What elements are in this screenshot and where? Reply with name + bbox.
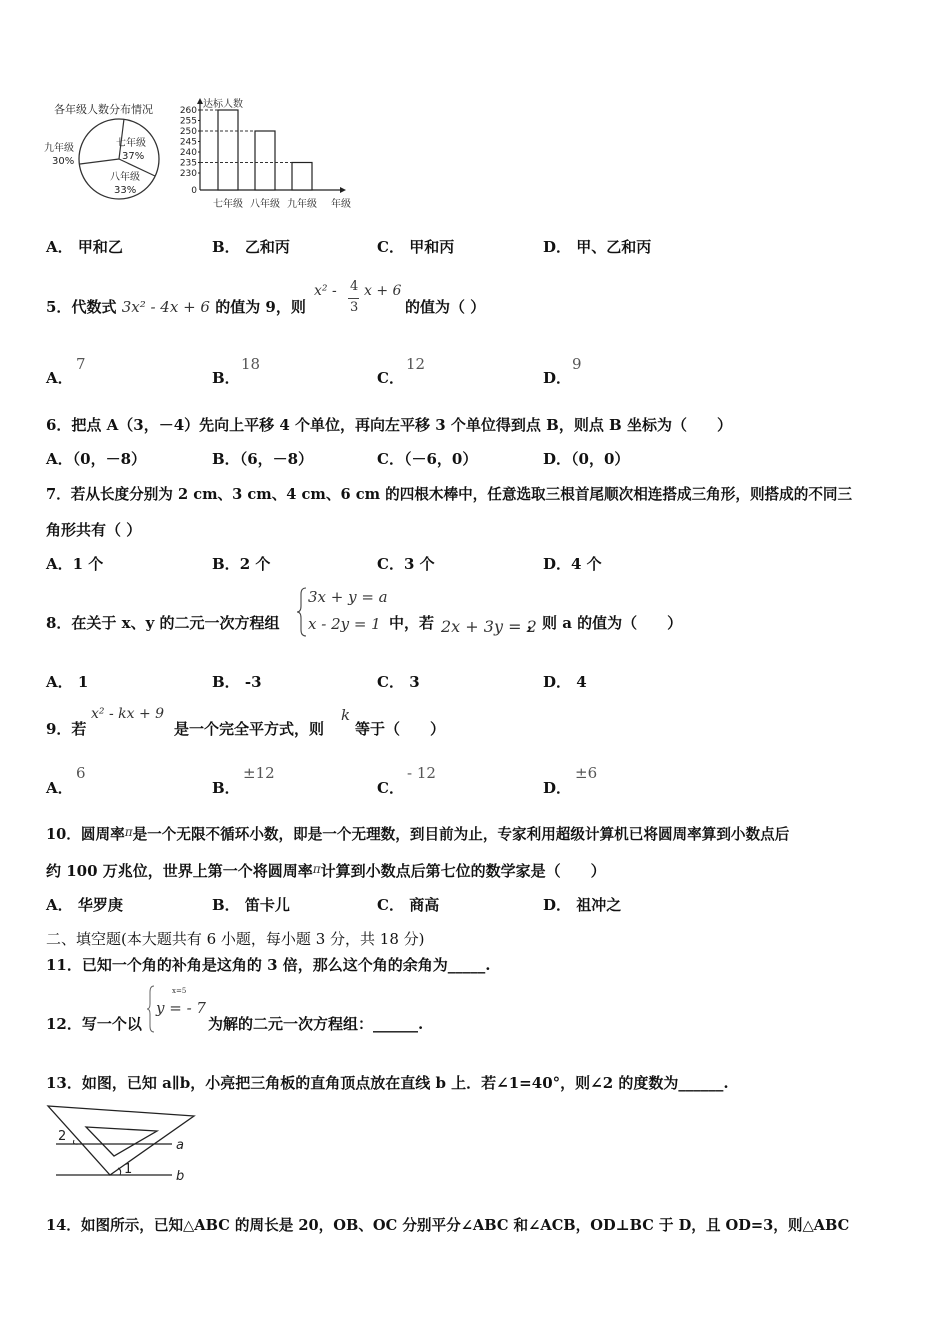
q9-option-b-value: ±12 bbox=[243, 764, 275, 782]
q4-figure bbox=[40, 96, 360, 214]
option-letter: B． bbox=[212, 238, 240, 256]
q13-figure-svg bbox=[44, 1100, 204, 1188]
option-text: 2 个 bbox=[239, 555, 271, 573]
q6-option-c[interactable] bbox=[377, 448, 477, 469]
pie-label-grade8: 八年级 bbox=[110, 172, 140, 183]
option-text: 笛卡儿 bbox=[244, 896, 290, 914]
option-letter: B． bbox=[212, 555, 240, 573]
option-letter: A． bbox=[46, 555, 73, 573]
pie-percent-grade7: 37% bbox=[122, 151, 145, 162]
q10-stem-line1 bbox=[46, 823, 789, 844]
q4-option-b[interactable] bbox=[212, 236, 290, 257]
q9-option-c-value: - 12 bbox=[407, 764, 436, 782]
q9-stem-mid: 是一个完全平方式，则 bbox=[174, 720, 325, 738]
option-letter: B． bbox=[212, 779, 240, 797]
bar-category-label: 九年级 bbox=[287, 199, 317, 210]
option-letter: B． bbox=[212, 450, 240, 468]
bar-category-label: 八年级 bbox=[250, 199, 280, 210]
option-letter: B． bbox=[212, 673, 240, 691]
q14-stem: 14．如图所示，已知△ABC 的周长是 20，OB、OC 分别平分∠ABC 和∠ACB，OD⊥BC 于 D，且 OD=3，则△ABC bbox=[46, 1217, 850, 1234]
option-letter: B． bbox=[212, 369, 240, 387]
q5-option-c[interactable] bbox=[377, 367, 404, 388]
q7-option-b[interactable] bbox=[212, 553, 270, 574]
option-letter: C． bbox=[377, 238, 404, 256]
option-text: （0，－8） bbox=[72, 450, 147, 468]
option-letter: C． bbox=[377, 896, 404, 914]
q9-option-d[interactable] bbox=[543, 777, 571, 798]
option-text: 甲、乙和丙 bbox=[576, 238, 652, 256]
option-text: （6，－8） bbox=[239, 450, 314, 468]
option-letter: A． bbox=[46, 896, 73, 914]
q10-text-b: 是一个无限不循环小数，即是一个无理数，到目前为止，专家利用超级计算机已将圆周率算到小数点后 bbox=[132, 826, 790, 843]
q7-stem-line2: 角形共有（ ） bbox=[46, 521, 142, 539]
option-letter: B． bbox=[212, 896, 240, 914]
bar-bars bbox=[200, 110, 312, 190]
q6-stem: 6．把点 A（3，－4）先向上平移 4 个单位，再向左平移 3 个单位得到点 B，则点 B 坐标为（ ） bbox=[46, 416, 732, 434]
bar-y-tick-label: 235 bbox=[179, 158, 197, 169]
q5-option-d[interactable] bbox=[543, 367, 571, 388]
pie-label-grade9: 九年级 bbox=[44, 143, 74, 154]
option-text: 祖冲之 bbox=[576, 896, 622, 914]
option-text: -3 bbox=[244, 673, 262, 691]
q8-equation-2: x - 2y = 1 bbox=[308, 615, 381, 633]
option-letter: D． bbox=[543, 369, 572, 387]
section-2-heading: 二、填空题(本大题共有 6 小题，每小题 3 分，共 18 分) bbox=[46, 930, 425, 948]
q6-option-a[interactable] bbox=[46, 448, 146, 469]
option-text: 乙和丙 bbox=[244, 238, 290, 256]
q5-number: 5． bbox=[46, 298, 72, 316]
q4-option-d[interactable] bbox=[543, 236, 651, 257]
option-letter: C． bbox=[377, 779, 404, 797]
q5-stem-end bbox=[405, 296, 485, 317]
q11-stem: 11．已知一个角的补角是这角的 3 倍，那么这个角的余角为_____. bbox=[46, 956, 491, 974]
pi-symbol: π bbox=[312, 862, 321, 876]
q13-stem: 13．如图，已知 a∥b，小亮把三角板的直角顶点放在直线 b 上．若∠1=40°，则∠2 的度数为______. bbox=[46, 1074, 729, 1092]
pie-label-grade7: 七年级 bbox=[116, 138, 146, 149]
bar-chart bbox=[180, 97, 351, 210]
option-letter: C． bbox=[377, 673, 404, 691]
option-text: 甲和乙 bbox=[77, 238, 123, 256]
option-letter: A． bbox=[46, 673, 73, 691]
option-text: 华罗庚 bbox=[77, 896, 123, 914]
q9-option-a[interactable] bbox=[46, 777, 73, 798]
q5-stem bbox=[46, 296, 306, 317]
q5-text-pre: 代数式 bbox=[71, 298, 117, 316]
option-letter: A． bbox=[46, 238, 73, 256]
q4-figure-svg bbox=[40, 96, 360, 214]
q5-option-b[interactable] bbox=[212, 367, 240, 388]
option-letter: A． bbox=[46, 779, 73, 797]
option-letter: A． bbox=[46, 450, 73, 468]
pie-percent-grade8: 33% bbox=[114, 185, 137, 196]
q7-option-a[interactable] bbox=[46, 553, 103, 574]
bar-y-tick-label: 250 bbox=[179, 127, 197, 137]
q5-option-d-value: 9 bbox=[572, 355, 582, 373]
q8-condition: 2x + 3y = 2 bbox=[441, 617, 537, 636]
q8-option-b[interactable] bbox=[212, 671, 262, 692]
line-a-label: a bbox=[176, 1138, 184, 1153]
q13-figure bbox=[44, 1100, 204, 1188]
q5-text-mid: 的值为 9，则 bbox=[215, 298, 306, 316]
q8-option-c[interactable] bbox=[377, 671, 420, 692]
pie-title: 各年级人数分布情况 bbox=[54, 103, 153, 116]
q10-stem-line2 bbox=[46, 860, 606, 881]
q9-option-c[interactable] bbox=[377, 777, 404, 798]
q12-solution-system bbox=[146, 984, 210, 1034]
q9-option-d-value: ±6 bbox=[575, 764, 598, 782]
q12-brace bbox=[146, 984, 156, 1034]
q8-stem-mid: 中，若 bbox=[389, 614, 435, 632]
q8-equation-system bbox=[296, 586, 388, 638]
bar-y-tick-label: 255 bbox=[179, 116, 197, 127]
q5-expr2-part-a: x² - bbox=[314, 283, 337, 299]
q10-text-d: 计算到小数点后第七位的数学家是（ ） bbox=[320, 862, 606, 880]
option-text: （0，0） bbox=[571, 450, 630, 468]
q10-text-a: 10．圆周率 bbox=[46, 826, 125, 843]
q5-option-a-value: 7 bbox=[76, 355, 86, 373]
q5-text-post: 的值为（ ） bbox=[405, 298, 486, 316]
pie-divider-3 bbox=[80, 159, 119, 164]
q9-expression: x² - kx + 9 bbox=[91, 706, 165, 722]
angle-1-label: 1 bbox=[124, 1162, 133, 1177]
option-text: 商高 bbox=[409, 896, 440, 914]
q8-option-a[interactable] bbox=[46, 671, 88, 692]
option-letter: C． bbox=[377, 450, 404, 468]
q12-stem-post: 为解的二元一次方程组：______. bbox=[208, 1015, 424, 1033]
q4-option-c[interactable] bbox=[377, 236, 454, 257]
bar-x-arrow bbox=[340, 187, 346, 193]
outer-triangle bbox=[48, 1106, 194, 1175]
q4-option-a[interactable] bbox=[46, 236, 123, 257]
pi-symbol: π bbox=[124, 825, 133, 839]
option-letter: D． bbox=[543, 238, 572, 256]
pie-chart bbox=[44, 119, 159, 199]
q6-option-b[interactable] bbox=[212, 448, 313, 469]
q10-option-c[interactable] bbox=[377, 894, 439, 915]
line-b-label: b bbox=[176, 1169, 185, 1184]
bar-1 bbox=[218, 110, 238, 190]
q5-option-b-value: 18 bbox=[241, 355, 261, 373]
option-letter: D． bbox=[543, 779, 572, 797]
bar-category-label: 七年级 bbox=[213, 199, 243, 210]
bar-y-tick-label: 230 bbox=[179, 169, 197, 179]
q7-option-d[interactable] bbox=[543, 553, 602, 574]
q8-stem-post: ，则 a 的值为（ ） bbox=[527, 614, 683, 632]
q5-option-c-value: 12 bbox=[406, 355, 426, 373]
option-text: （－6，0） bbox=[403, 450, 478, 468]
q6-option-d[interactable] bbox=[543, 448, 629, 469]
q10-option-b[interactable] bbox=[212, 894, 290, 915]
bar-y-tick-label: 240 bbox=[179, 148, 197, 158]
option-text: 1 个 bbox=[72, 555, 104, 573]
option-letter: D． bbox=[543, 555, 572, 573]
q8-equation-1: 3x + y = a bbox=[308, 588, 388, 606]
bar-xlabel: 年级 bbox=[331, 199, 351, 210]
q5-expression-2 bbox=[314, 279, 406, 319]
option-text: 3 个 bbox=[403, 555, 435, 573]
q7-stem-line1: 7．若从长度分别为 2 cm、3 cm、4 cm、6 cm 的四根木棒中，任意选取三根首尾顺次相连搭成三角形，则搭成的不同三 bbox=[46, 486, 853, 503]
inner-triangle bbox=[86, 1127, 157, 1156]
q10-text-c: 约 100 万兆位，世界上第一个将圆周率 bbox=[46, 862, 313, 880]
q10-option-a[interactable] bbox=[46, 894, 123, 915]
q5-option-a[interactable] bbox=[46, 367, 73, 388]
option-letter: D． bbox=[543, 896, 572, 914]
option-letter: C． bbox=[377, 369, 404, 387]
pie-percent-grade9: 30% bbox=[52, 156, 75, 167]
q9-stem-post: 等于（ ） bbox=[355, 720, 446, 738]
bar-ylabel: 达标人数 bbox=[203, 99, 243, 110]
q8-option-d[interactable] bbox=[543, 671, 587, 692]
bar-y-ticks bbox=[180, 106, 200, 196]
option-text: 1 bbox=[77, 673, 89, 691]
option-letter: D． bbox=[543, 673, 572, 691]
q8-stem-pre: 8．在关于 x、y 的二元一次方程组 bbox=[46, 614, 280, 632]
q10-option-d[interactable] bbox=[543, 894, 621, 915]
option-letter: A． bbox=[46, 369, 73, 387]
q5-fraction-denominator: 3 bbox=[350, 300, 359, 315]
bar-y-tick-label: 260 bbox=[179, 106, 197, 116]
q5-expr2-part-b: x + 6 bbox=[364, 283, 402, 299]
option-text: 甲和丙 bbox=[409, 238, 455, 256]
q5-expression-1: 3x² - 4x + 6 bbox=[121, 298, 210, 316]
q12-y-value: y = - 7 bbox=[156, 999, 206, 1017]
q9-stem-pre: 9．若 bbox=[46, 720, 87, 738]
bar-y-tick-label: 245 bbox=[179, 137, 197, 148]
q7-option-c[interactable] bbox=[377, 553, 435, 574]
q5-fraction-bar bbox=[348, 298, 359, 299]
q12-x-value: x=5 bbox=[172, 987, 187, 995]
option-text: 3 bbox=[409, 673, 420, 691]
q9-option-a-value: 6 bbox=[76, 764, 86, 782]
q8-brace bbox=[296, 586, 308, 638]
q5-fraction-numerator: 4 bbox=[350, 279, 359, 294]
bar-y-tick-label: 0 bbox=[191, 186, 197, 196]
q12-stem-pre: 12．写一个以 bbox=[46, 1015, 142, 1033]
option-text: 4 个 bbox=[571, 555, 602, 573]
option-letter: C． bbox=[377, 555, 404, 573]
angle-2-label: 2 bbox=[58, 1129, 67, 1144]
bar-3 bbox=[292, 163, 312, 191]
q9-option-b[interactable] bbox=[212, 777, 240, 798]
q9-k: k bbox=[341, 706, 351, 724]
bar-categories bbox=[213, 197, 317, 210]
bar-2 bbox=[255, 131, 275, 190]
option-text: 4 bbox=[576, 673, 587, 691]
option-letter: D． bbox=[543, 450, 572, 468]
